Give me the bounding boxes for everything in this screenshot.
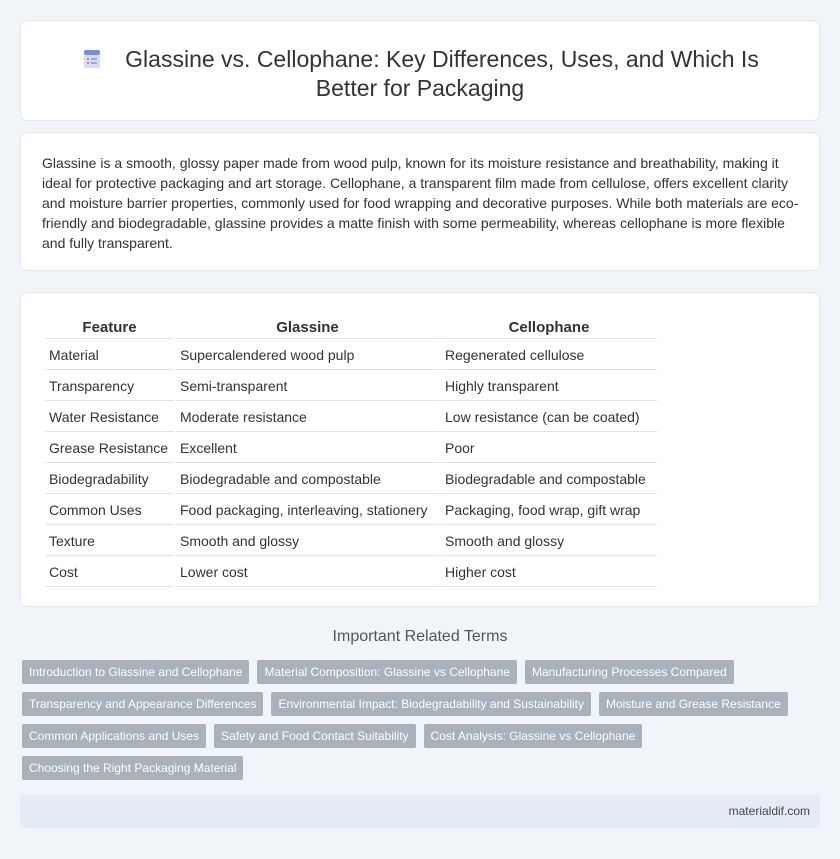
comparison-card xyxy=(20,292,820,607)
footer-site[interactable]: materialdif.com xyxy=(728,804,810,818)
page-title-text: Glassine vs. Cellophane: Key Differences, Uses, and Which Is Better for Packaging xyxy=(125,46,759,101)
cellophane-cell: Low resistance (can be coated) xyxy=(441,403,657,432)
cellophane-cell: Regenerated cellulose xyxy=(441,341,657,370)
table-row xyxy=(45,403,657,432)
feature-cell: Transparency xyxy=(45,372,174,401)
glassine-cell: Semi-transparent xyxy=(176,372,439,401)
table-row xyxy=(45,465,657,494)
header-feature: Feature xyxy=(45,315,174,339)
feature-cell: Texture xyxy=(45,527,174,556)
table-row xyxy=(45,496,657,525)
table-row xyxy=(45,434,657,463)
glassine-cell: Moderate resistance xyxy=(176,403,439,432)
glassine-cell: Lower cost xyxy=(176,558,439,587)
intro-card xyxy=(20,132,820,271)
glassine-cell: Biodegradable and compostable xyxy=(176,465,439,494)
related-term-tag[interactable]: Moisture and Grease Resistance xyxy=(599,692,788,716)
cellophane-cell: Biodegradable and compostable xyxy=(441,465,657,494)
related-term-tag[interactable]: Transparency and Appearance Differences xyxy=(22,692,263,716)
related-term-tag[interactable]: Safety and Food Contact Suitability xyxy=(214,724,415,748)
page-title xyxy=(81,45,759,103)
table-header-row xyxy=(45,315,657,339)
table-row xyxy=(45,372,657,401)
related-terms-list xyxy=(22,660,802,788)
feature-cell: Cost xyxy=(45,558,174,587)
related-term-tag[interactable]: Environmental Impact: Biodegradability and Sustainability xyxy=(271,692,591,716)
cellophane-cell: Poor xyxy=(441,434,657,463)
table-body xyxy=(45,341,657,587)
cellophane-cell: Higher cost xyxy=(441,558,657,587)
header-cellophane: Cellophane xyxy=(441,315,657,339)
footer xyxy=(20,795,820,828)
related-term-tag[interactable]: Choosing the Right Packaging Material xyxy=(22,756,243,780)
cellophane-cell: Highly transparent xyxy=(441,372,657,401)
feature-cell: Grease Resistance xyxy=(45,434,174,463)
feature-cell: Biodegradability xyxy=(45,465,174,494)
glassine-cell: Supercalendered wood pulp xyxy=(176,341,439,370)
comparison-table xyxy=(43,313,659,589)
related-term-tag[interactable]: Material Composition: Glassine vs Cellophane xyxy=(257,660,516,684)
cellophane-cell: Packaging, food wrap, gift wrap xyxy=(441,496,657,525)
intro-paragraph: Glassine is a smooth, glossy paper made from wood pulp, known for its moisture resistance and breathability, making it ideal for protective packaging and art storage. Cellophane, a transparent film made from cellulose, offers excellent clarity and moisture barrier properties, commonly used for food wrapping and decorative purposes. While both materials are eco-friendly and biodegradable, glassine provides a matte finish with some permeability, whereas cellophane is more flexible and fully transparent. xyxy=(42,155,799,251)
related-terms-title: Important Related Terms xyxy=(332,628,508,645)
related-term-tag[interactable]: Cost Analysis: Glassine vs Cellophane xyxy=(424,724,643,748)
related-term-tag[interactable]: Manufacturing Processes Compared xyxy=(525,660,734,684)
feature-cell: Common Uses xyxy=(45,496,174,525)
table-row xyxy=(45,341,657,370)
glassine-cell: Food packaging, interleaving, stationery xyxy=(176,496,439,525)
table-row xyxy=(45,527,657,556)
glassine-cell: Smooth and glossy xyxy=(176,527,439,556)
cellophane-cell: Smooth and glossy xyxy=(441,527,657,556)
glassine-cell: Excellent xyxy=(176,434,439,463)
header-glassine: Glassine xyxy=(176,315,439,339)
related-term-tag[interactable]: Common Applications and Uses xyxy=(22,724,206,748)
table-row xyxy=(45,558,657,587)
feature-cell: Water Resistance xyxy=(45,403,174,432)
related-term-tag[interactable]: Introduction to Glassine and Cellophane xyxy=(22,660,249,684)
document-icon xyxy=(81,48,103,70)
header-card xyxy=(20,20,820,121)
feature-cell: Material xyxy=(45,341,174,370)
